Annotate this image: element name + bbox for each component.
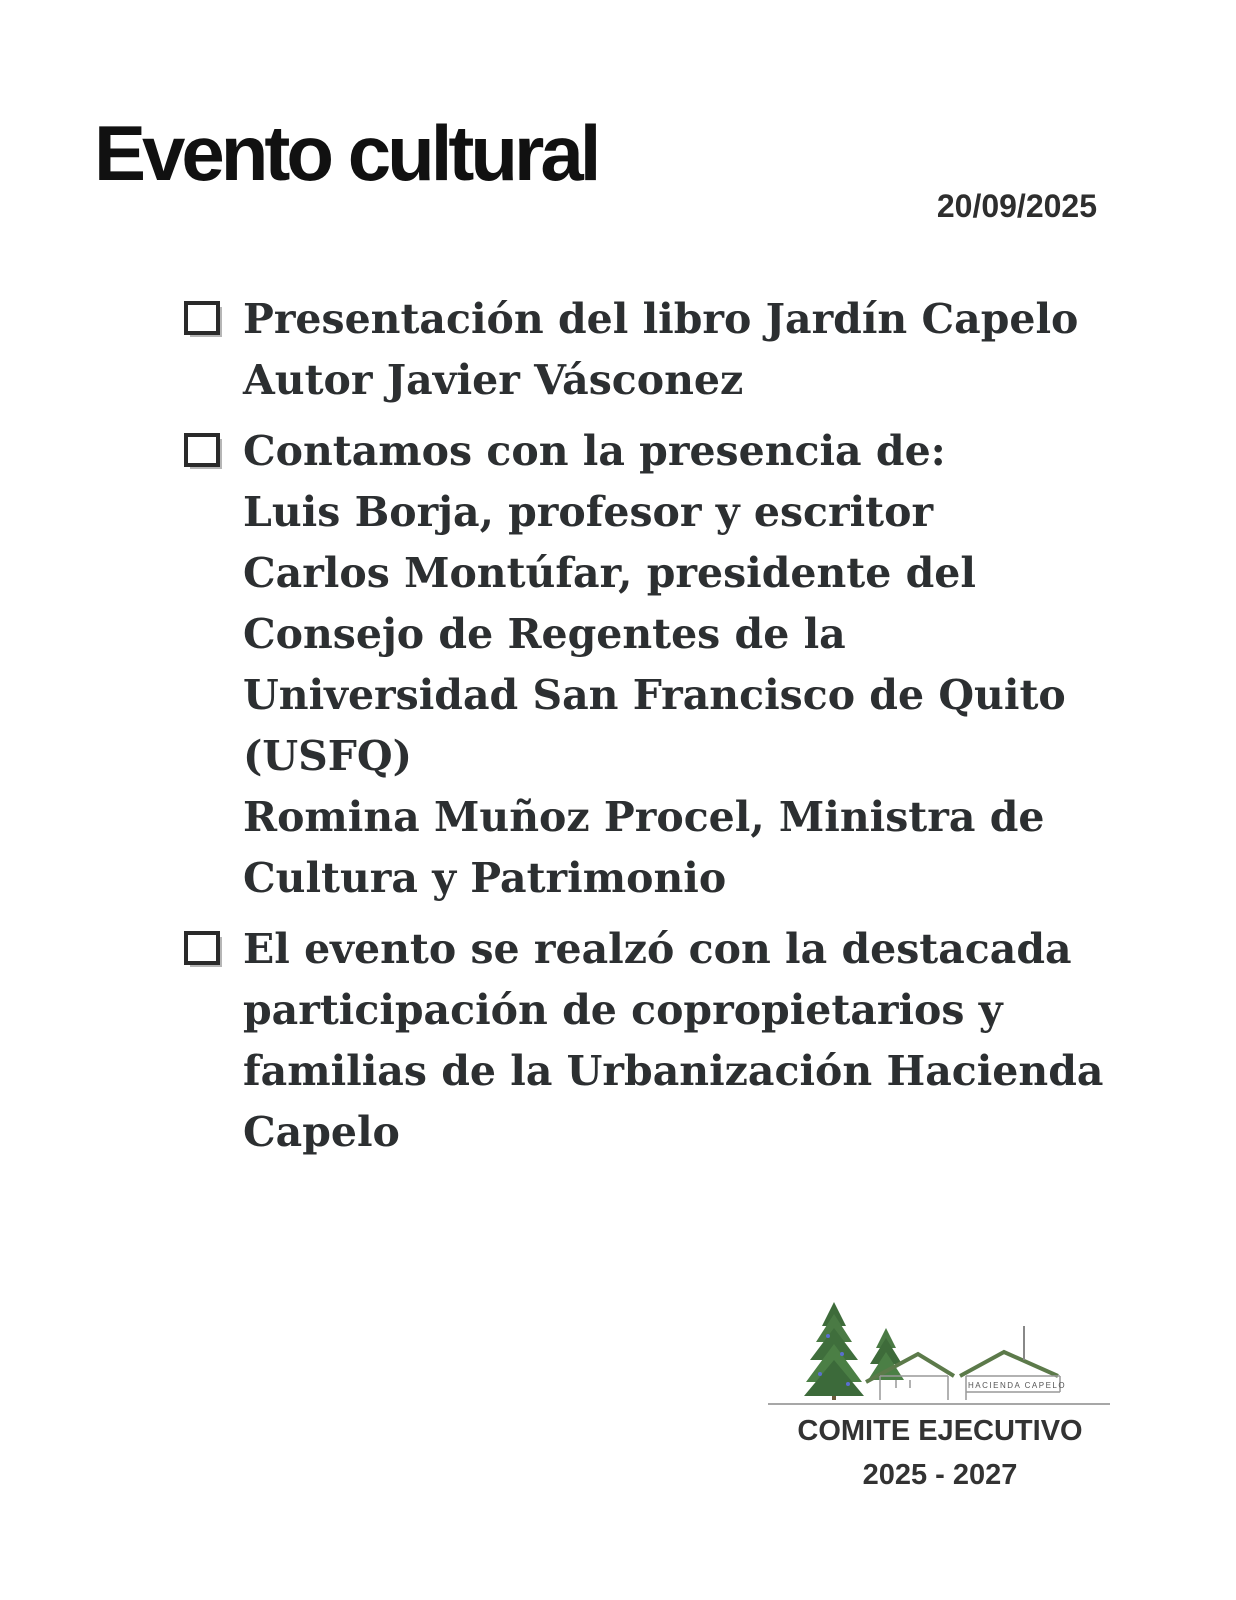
item-line: Autor Javier Vásconez [243,356,744,404]
checkbox-bullet-icon [183,289,243,350]
item-line: Capelo [243,1108,400,1156]
event-date: 20/09/2025 [936,188,1097,224]
committee-period: 2025 - 2027 [862,1459,1018,1491]
item-line: El evento se realzó con la destacada [243,925,1072,973]
logo-text: HACIENDA CAPELO [968,1381,1067,1390]
item-line: Presentación del libro Jardín Capelo [243,295,1079,343]
event-details-list [183,289,1104,1173]
item-line: Cultura y Patrimonio [243,854,727,902]
item-line: Luis Borja, profesor y escritor [243,488,934,536]
item-line: Carlos Montúfar, presidente del [243,549,976,597]
footer [768,1296,1112,1496]
item-line: participación de copropietarios y [243,986,1003,1034]
list-item [183,289,1079,411]
committee-name: COMITE EJECUTIVO [797,1415,1083,1447]
item-line: (USFQ) [243,732,412,780]
item-line: Romina Muñoz Procel, Ministra de [243,793,1045,841]
list-item [183,421,1066,909]
item-line: Consejo de Regentes de la [243,610,846,658]
item-line: Universidad San Francisco de Quito [243,671,1066,719]
checkbox-bullet-icon [183,919,243,980]
hacienda-capelo-logo [768,1296,1112,1408]
checkbox-bullet-icon [183,421,243,482]
item-line: Contamos con la presencia de: [243,427,946,475]
page-title: Evento cultural [94,109,598,197]
item-line: familias de la Urbanización Hacienda [243,1047,1104,1095]
list-item [183,919,1104,1163]
committee-block [768,1409,1112,1497]
